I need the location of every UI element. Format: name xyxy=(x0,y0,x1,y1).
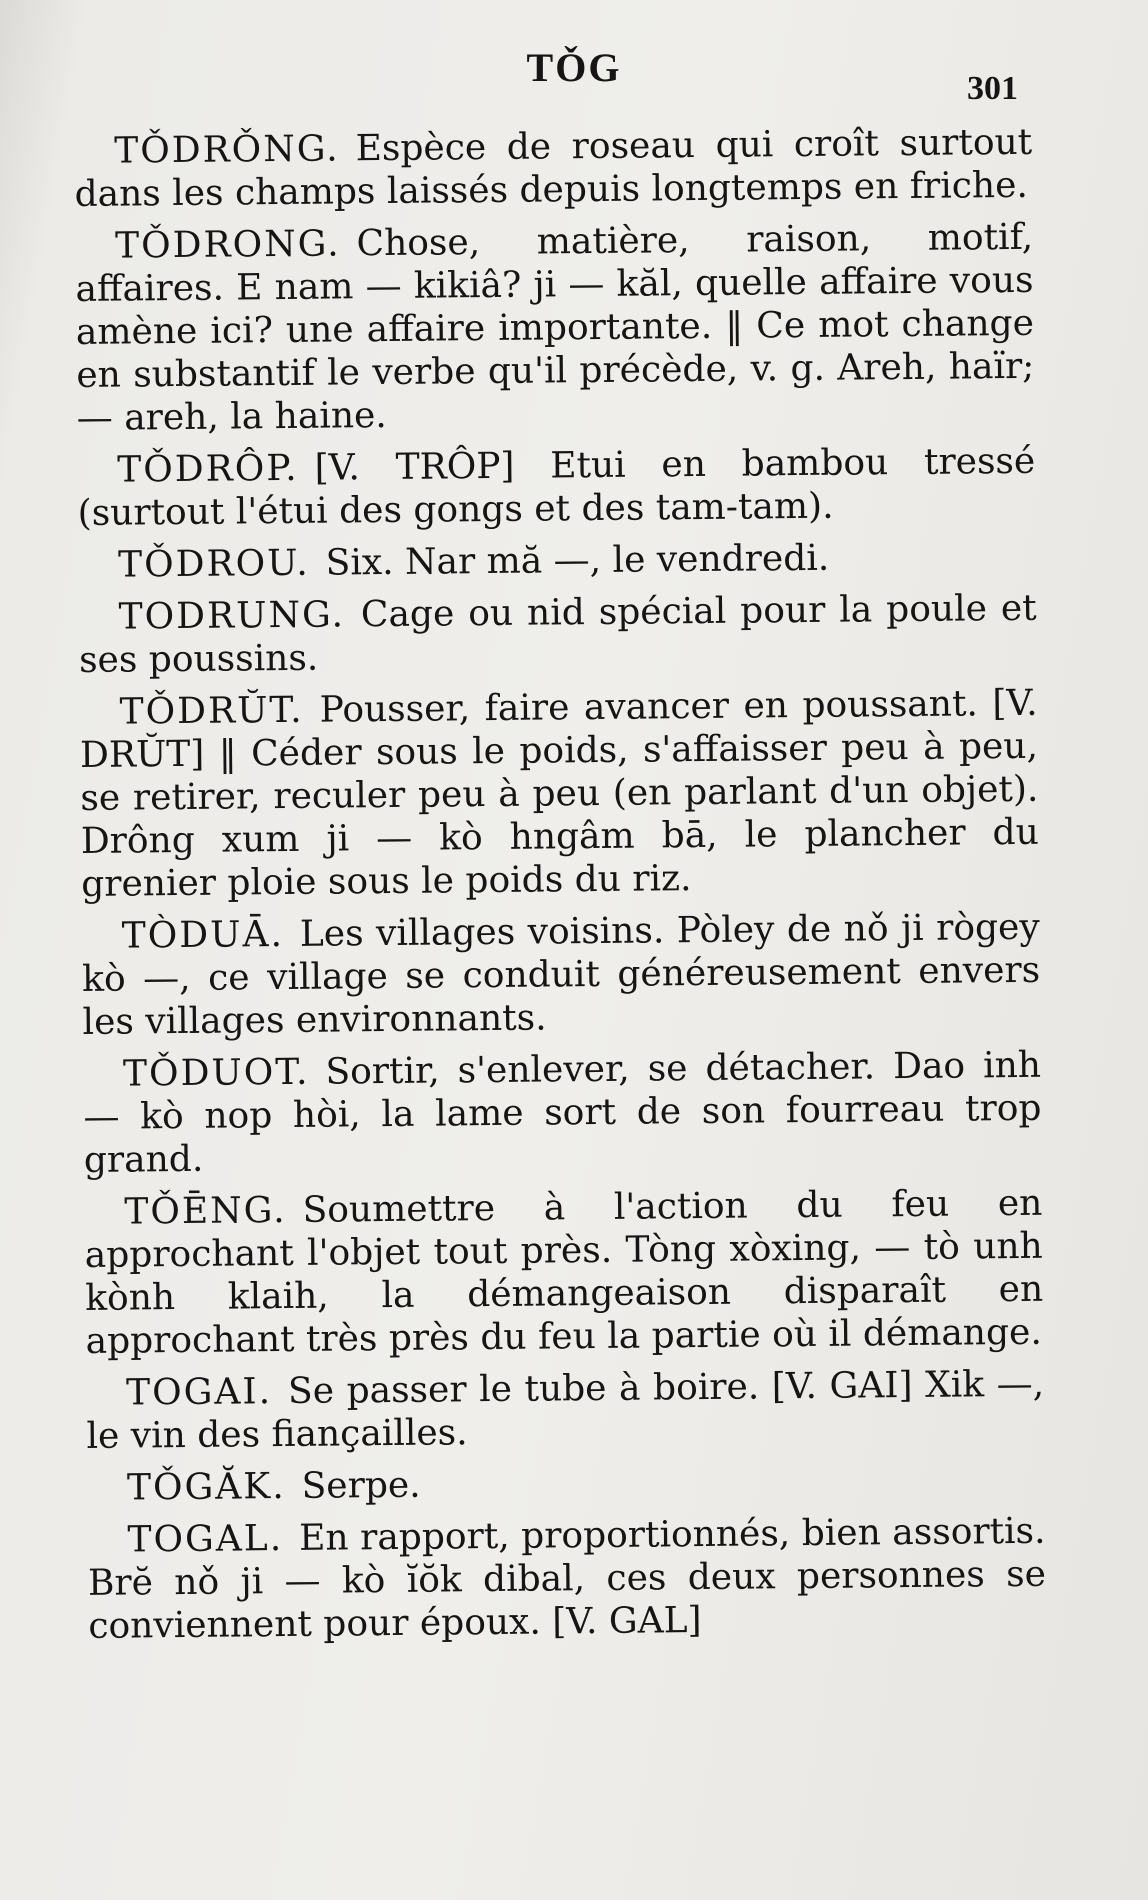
headword: TODRUNG. xyxy=(118,594,346,638)
headword: TÒDUĀ. xyxy=(121,914,285,957)
headword: TOGAL. xyxy=(127,1518,284,1561)
page-number: 301 xyxy=(967,70,1018,107)
running-head: TǑG xyxy=(526,45,622,90)
entry xyxy=(86,1363,1045,1458)
definition: Sortir, s'enlever, se détacher. Dao inh — kò nop hòi, la lame sort de son fourreau trop grand. xyxy=(83,1044,1042,1181)
entry xyxy=(82,906,1041,1044)
definition: Chose, matière, raison, motif, affaires. E nam — kikiâ? ji — kăl, quelle affaire vous amène ici? une affaire importante. ‖ Ce mot change en substantif le verbe qu'il précède, v. g. Areh, haïr; — areh, la haine. xyxy=(75,216,1035,439)
entry xyxy=(77,440,1036,535)
entry xyxy=(87,1458,1045,1510)
definition: Serpe. xyxy=(301,1464,421,1507)
headword: TǑDUOT. xyxy=(122,1051,310,1095)
headword: TǑDRONG. xyxy=(114,223,341,267)
entry xyxy=(87,1510,1046,1648)
headword: TǑDRÔP. xyxy=(117,447,299,491)
definition: Cage ou nid spécial pour la poule et ses poussins. xyxy=(78,587,1037,681)
entry xyxy=(75,216,1035,440)
entry xyxy=(83,1044,1042,1182)
definition: Se passer le tube à boire. [V. GAI] Xik —, le vin des fiançailles. xyxy=(86,1363,1045,1457)
definition: Six. Nar mă —, le vendredi. xyxy=(325,537,830,584)
definition: Les villages voisins. Pòley de nǒ ji rògey kò —, ce village se conduit généreusement envers les villages environnants. xyxy=(81,906,1041,1043)
headword: TǑDRŬT. xyxy=(119,689,304,733)
entry-list xyxy=(74,121,1047,1657)
headword: TǑDRǑNG. xyxy=(114,128,340,172)
entry xyxy=(78,535,1036,587)
headword: TǑGĂK. xyxy=(126,1466,286,1509)
entry xyxy=(74,121,1033,216)
definition: [V. TRÔP] Etui en bambou tressé (surtout l'étui des gongs et des tam-tam). xyxy=(77,440,1036,534)
definition: Soumettre à l'action du feu en approchant l'objet tout près. Tòng xòxing, — tò unh kònh klaih, la démangeaison disparaît en approchant très près du feu la partie où il démange. xyxy=(84,1182,1044,1362)
headword: TǑĒNG. xyxy=(124,1190,287,1233)
definition: Pousser, faire avancer en poussant. [V. DRŬT] ‖ Céder sous le poids, s'affaisser peu à peu, se retirer, reculer peu à peu (en parlant d'un objet). Drông xum ji — kò hngâm bā, le plancher du grenier ploie sous le poids du riz. xyxy=(79,682,1039,905)
entry xyxy=(84,1182,1044,1363)
definition: En rapport, proportionnés, bien assortis. Brĕ nǒ ji — kò ĭŏk dibal, ces deux personnes se conviennent pour époux. [V. GAL] xyxy=(87,1510,1047,1647)
headword: TǑDROU. xyxy=(117,542,310,586)
entry xyxy=(79,682,1039,906)
definition: Espèce de roseau qui croît surtout dans les champs laissés depuis longtemps en friche. xyxy=(74,121,1033,215)
entry xyxy=(78,587,1037,682)
headword: TOGAI. xyxy=(125,1371,273,1414)
